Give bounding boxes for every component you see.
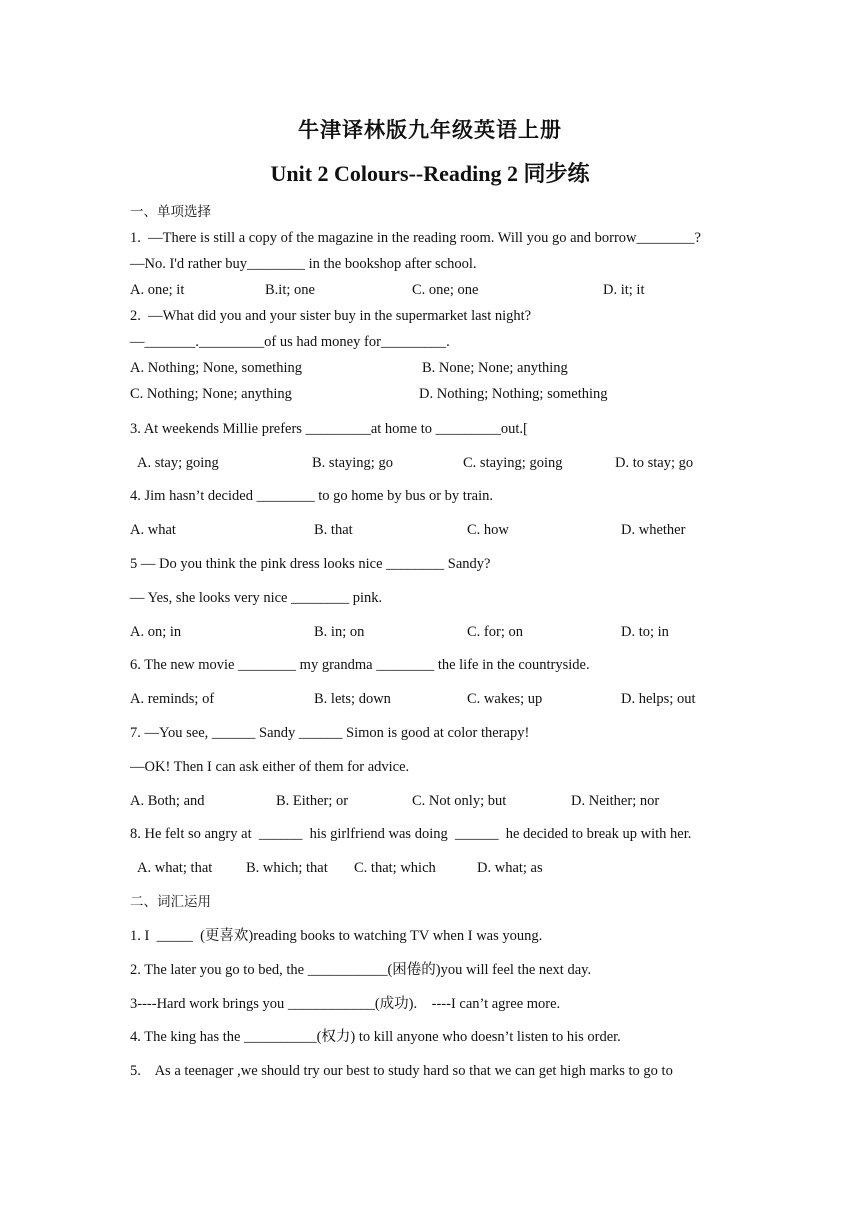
question-1-option-a: A. one; it (130, 282, 185, 298)
question-1-option-c: C. one; one (412, 282, 479, 298)
vocab-item-2: 2. The later you go to bed, the ___________(困倦的)you will feel the next day. (130, 962, 592, 978)
question-3-stem: 3. At weekends Millie prefers _________at home to _________out.[ (130, 421, 528, 437)
question-6-stem: 6. The new movie ________ my grandma ________ the life in the countryside. (130, 657, 590, 673)
question-5-option-c: C. for; on (467, 624, 523, 640)
section-heading-multiple-choice: 一、单项选择 (130, 204, 211, 220)
question-7-option-d: D. Neither; nor (571, 793, 660, 809)
question-8-option-d: D. what; as (477, 860, 543, 876)
question-6-option-b: B. lets; down (314, 691, 391, 707)
question-3-option-b: B. staying; go (312, 455, 393, 471)
question-2-option-d: D. Nothing; Nothing; something (419, 386, 608, 402)
question-3-option-d: D. to stay; go (615, 455, 694, 471)
question-7-option-b: B. Either; or (276, 793, 349, 809)
vocab-item-1: 1. I _____ (更喜欢)reading books to watching TV when I was young. (130, 928, 543, 944)
question-5-stem-2: — Yes, she looks very nice ________ pink. (130, 590, 383, 606)
question-3-option-a: A. stay; going (137, 455, 219, 471)
question-2-option-c: C. Nothing; None; anything (130, 386, 292, 402)
question-5-option-b: B. in; on (314, 624, 365, 640)
question-5-stem: 5 — Do you think the pink dress looks nice ________ Sandy? (130, 556, 491, 572)
question-7-option-c: C. Not only; but (412, 793, 507, 809)
question-4-option-b: B. that (314, 522, 353, 538)
question-4-option-c: C. how (467, 522, 509, 538)
question-2-option-b: B. None; None; anything (422, 360, 568, 376)
question-3-option-c: C. staying; going (463, 455, 563, 471)
question-4-stem: 4. Jim hasn’t decided ________ to go home by bus or by train. (130, 488, 493, 504)
question-5-option-a: A. on; in (130, 624, 182, 640)
question-4-option-d: D. whether (621, 522, 686, 538)
document-title: 牛津译林版九年级英语上册 (298, 118, 562, 142)
question-7-stem: 7. —You see, ______ Sandy ______ Simon is good at color therapy! (130, 725, 530, 741)
question-1-option-d: D. it; it (603, 282, 645, 298)
question-2-option-a: A. Nothing; None, something (130, 360, 302, 376)
vocab-item-4: 4. The king has the __________(权力) to kill anyone who doesn’t listen to his order. (130, 1029, 621, 1045)
question-8-stem: 8. He felt so angry at ______ his girlfriend was doing ______ he decided to break up with her. (130, 826, 692, 842)
question-1-stem-2: —No. I'd rather buy________ in the bookshop after school. (130, 256, 477, 272)
vocab-item-3: 3----Hard work brings you ____________(成功). ----I can’t agree more. (130, 996, 561, 1012)
question-2-stem-2: —_______._________of us had money for_________. (130, 334, 450, 350)
question-8-option-b: B. which; that (246, 860, 328, 876)
question-7-option-a: A. Both; and (130, 793, 205, 809)
question-8-option-c: C. that; which (354, 860, 436, 876)
vocab-item-5: 5. As a teenager ,we should try our best to study hard so that we can get high marks to go to (130, 1063, 673, 1079)
subtitle-english: Unit 2 Colours--Reading 2 (270, 161, 518, 186)
question-6-option-c: C. wakes; up (467, 691, 543, 707)
question-2-stem: 2. —What did you and your sister buy in the supermarket last night? (130, 308, 532, 324)
question-5-option-d: D. to; in (621, 624, 669, 640)
question-8-option-a: A. what; that (137, 860, 213, 876)
question-6-option-d: D. helps; out (621, 691, 696, 707)
question-1-stem: 1. —There is still a copy of the magazine in the reading room. Will you go and borrow________? (130, 230, 701, 246)
question-7-stem-2: —OK! Then I can ask either of them for advice. (130, 759, 410, 775)
question-4-option-a: A. what (130, 522, 176, 538)
subtitle-chinese: 同步练 (523, 162, 590, 187)
question-1-option-b: B.it; one (265, 282, 315, 298)
document-subtitle (0, 157, 860, 188)
section-heading-vocabulary: 二、词汇运用 (130, 894, 211, 910)
question-6-option-a: A. reminds; of (130, 691, 215, 707)
